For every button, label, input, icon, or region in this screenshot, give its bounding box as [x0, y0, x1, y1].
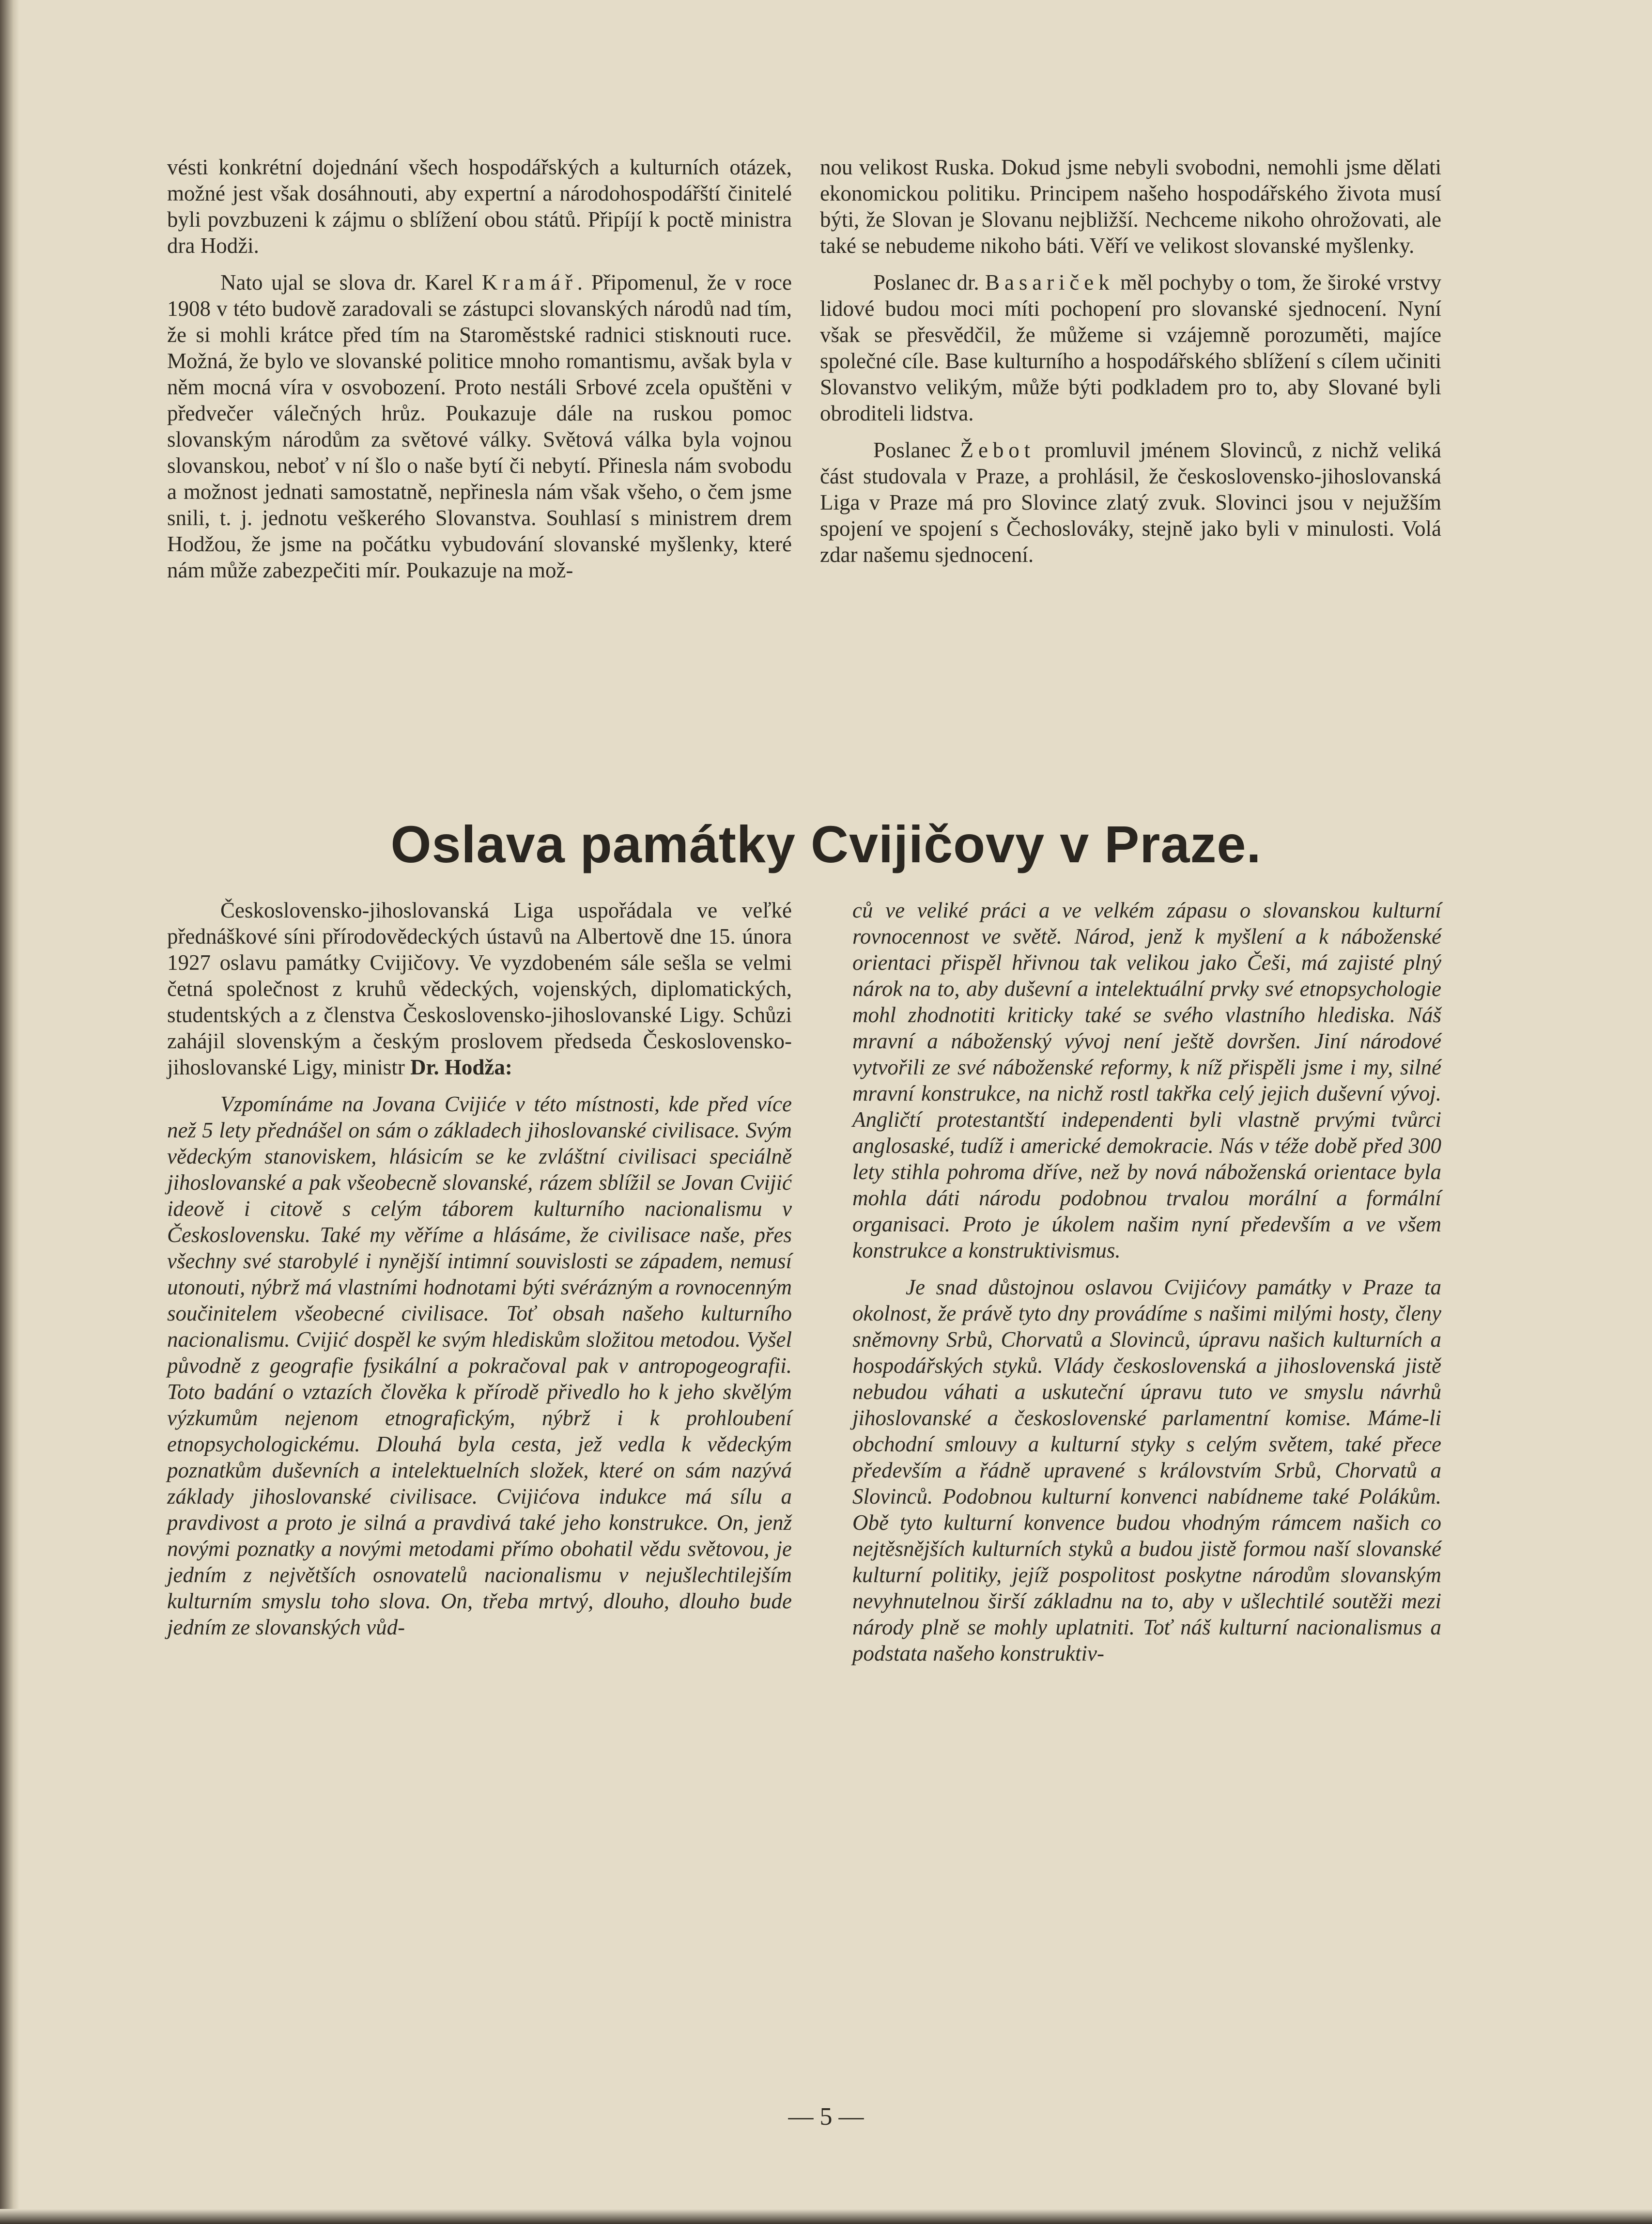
top-right-column	[820, 154, 1441, 568]
spaced-name-zebot: Žebot	[960, 438, 1035, 462]
text-run: . Připomenul, že v roce 1908 v této budově zaradovali se zástupci slovanských národů nad tím, že si mohli krátce před tím na Staroměstské radnici stisknouti ruce. Možná, že bylo ve slovanské politice mnoho romantismu, avšak byla v něm mocná víra v osvobození. Proto nestáli Srbové zcela opuštěni v předvečer válečných hrůz. Poukazuje dále na ruskou pomoc slovanským národům za světové války. Světová válka byla vojnou slovanskou, neboť v ní šlo o naše bytí či nebytí. Přinesla nám svobodu a možnost jednati samostatně, nepřinesla nám však všeho, o čem jsme snili, t. j. jednotu veškerého Slovanstva. Souhlasí s ministrem drem Hodžou, že jsme na počátku vybudování slovanské myšlenky, které nám může zabezpečiti mír. Poukazuje na mož-	[167, 270, 792, 582]
speech-paragraph: ců ve veliké práci a ve velkém zápasu o slovanskou kulturní rovnocennost ve světě. Národ, jenž k myšlení a k náboženské orientaci přispěl hřivnou tak velikou jako Češi, má zajisté plný nárok na to, aby duševní a intelektuální prvky své etnopsychologie mohl zhodnotiti kriticky také se svého vlastního hlediska. Náš mravní a náboženský vývoj není ještě dovršen. Jiní národové vytvořili ze své náboženské reformy, k níž přispěli jsme i my, silné mravní konstrukce, na nichž rostl takřka celý jejich duševní vývoj. Angličtí protestantští independenti byli vlastně prvými tvůrci anglosaské, tudíž i americké demokracie. Nás v téže době před 300 lety stihla pohroma dříve, než by nová náboženská orientace byla mohla dáti národu podobnou trvalou morální a formální organisaci. Proto je úkolem našim nyní především a ve všem konstrukce a konstruktivismus.	[852, 898, 1441, 1262]
paragraph: nou velikost Ruska. Dokud jsme nebyli svobodni, nemohli jsme dělati ekonomickou politiku. Principem našeho hospodářského života musí býti, že Slovan je Slovanu nejbližší. Nechceme nikoho ohrožovati, ale také se nebudeme nikoho báti. Věří ve velikost slovanské myšlenky.	[820, 155, 1441, 258]
binding-shadow	[0, 0, 19, 2224]
paragraph-kramar	[167, 269, 792, 583]
text-run: Československo-jihoslovanská Liga uspořádala ve veľké přednáškové síni přírodovědeckých ústavů na Albertově dne 15. února 1927 oslavu památky Cvijičovy. Ve vyzdobeném sále sešla se velmi četná společnost z kruhů vědeckých, vojenských, diplomatických, studentských a z členstva Československo-jihoslovanské Ligy. Schůzi zahájil slovenským a českým proslovem předseda Československo-jihoslovanské Ligy, ministr	[167, 898, 792, 1079]
text-run: promluvil jménem Slovinců, z nichž veliká část studovala v Praze, a prohlásil, že československo-jihoslovanská Liga v Praze má pro Slovince zlatý zvuk. Slovinci jsou v nejužším spojení ve spojení s Čechoslováky, stejně jako byli v minulosti. Volá zdar našemu sjednocení.	[820, 438, 1441, 567]
paragraph: vésti konkrétní dojednání všech hospodářských a kulturních otázek, možné jest však dosáhnouti, aby expertní a národohospodářští činitelé byli povzbuzeni k zájmu o sblížení obou států. Připíjí k poctě ministra dra Hodži.	[167, 155, 792, 258]
spaced-name-basaricek: Basariček	[985, 270, 1114, 295]
intro-paragraph	[167, 897, 792, 1080]
bottom-right-column	[852, 897, 1441, 1666]
text-run: měl pochyby o tom, že široké vrstvy lidové budou moci míti pochopení pro slovanské sjednocení. Nyní však se přesvědčil, že můžeme si vzájemně porozuměti, majíce společné cíle. Base kulturního a hospodářského sblížení s cílem učiniti Slovanstvo velikým, může býti podkladem pro to, aby Slované byli obroditeli lidstva.	[820, 270, 1441, 425]
bottom-left-column	[167, 897, 792, 1640]
page-bottom-edge	[0, 2209, 1652, 2224]
text-run: Poslanec dr.	[873, 270, 979, 295]
speech-paragraph: Je snad důstojnou oslavou Cvijićovy památky v Praze ta okolnost, že právě tyto dny provádíme s našimi milými hosty, členy sněmovny Srbů, Chorvatů a Slovinců, úpravu našich kulturních a hospodářských styků. Vlády československá a jihoslovenská jistě nebudou váhati a uskuteční úpravu tuto ve smyslu návrhů jihoslovanské a československé parlamentní komise. Máme-li obchodní smlouvy a kulturní styky s celým světem, také přece především a řádně upravené s královstvím Srbů, Chorvatů a Slovinců. Podobnou kulturní konvenci nabídneme také Polákům. Obě tyto kulturní konvence budou vhodným rámcem našich co nejtěsnějších kulturních styků a budou jistě formou naší slovanské kulturní politiky, jejíž pospolitost poskytne národům slovanským nevyhnutelnou širší základnu na to, aby v ušlechtilé soutěži mezi národy plně se mohly uplatniti. Toť náš kulturní nacionalismus a podstata našeho konstruktiv-	[852, 1275, 1441, 1665]
paragraph-zebot	[820, 437, 1441, 568]
top-left-column	[167, 154, 792, 583]
article-title: Oslava památky Cvijičovy v Praze.	[390, 815, 1262, 873]
speaker-name: Dr. Hodža:	[410, 1055, 512, 1079]
speech-paragraph: Vzpomínáme na Jovana Cvijiće v této místnosti, kde před více než 5 lety přednášel on sám o základech jihoslovanské civilisace. Svým vědeckým stanoviskem, hlásicím se ke zvláštní civilisaci speciálně jihoslovanské a pak všeobecně slovanské, rázem sblížil se Jovan Cvijić ideově i citově s celým táborem kulturního nacionalismu v Československu. Také my věříme a hlásáme, že civilisace naše, přes všechny své starobylé i nynější intimní souvislosti se západem, nemusí utonouti, nýbrž má vlastními hodnotami býti svérázným a rovnocenným součinitelem všeobecné civilisace. Toť obsah našeho kulturního nacionalismu. Cvijić dospěl ke svým hlediskům složitou metodou. Vyšel původně z geografie fysikální a pokračoval pak v antropogeografii. Toto badání o vztazích člověka k přírodě přivedlo ho k jeho skvělým výzkumům nejenom etnografickým, nýbrž i k prohloubení etnopsychologickému. Dlouhá byla cesta, jež vedla k vědeckým poznatkům duševních a intelektuelních složek, které on sám nazývá základy jihoslovanské civilisace. Cvijićova indukce má sílu a pravdivost a proto je silná a pravdivá také jeho konstrukce. On, jenž novými poznatky a novými metodami přímo obohatil vědu světovou, je jedním z největších osnovatelů nacionalismu v nejušlechtilejším kulturním smyslu toho slova. On, třeba mrtvý, dlouho, dlouho bude jedním ze slovanských vůd-	[167, 1092, 792, 1639]
spaced-name-kramar: Kramář	[481, 270, 577, 295]
text-run: Nato ujal se slova dr. Karel	[220, 270, 474, 295]
page-number: — 5 —	[788, 2103, 864, 2131]
paragraph-basaricek	[820, 269, 1441, 426]
text-run: Poslanec	[873, 438, 951, 462]
